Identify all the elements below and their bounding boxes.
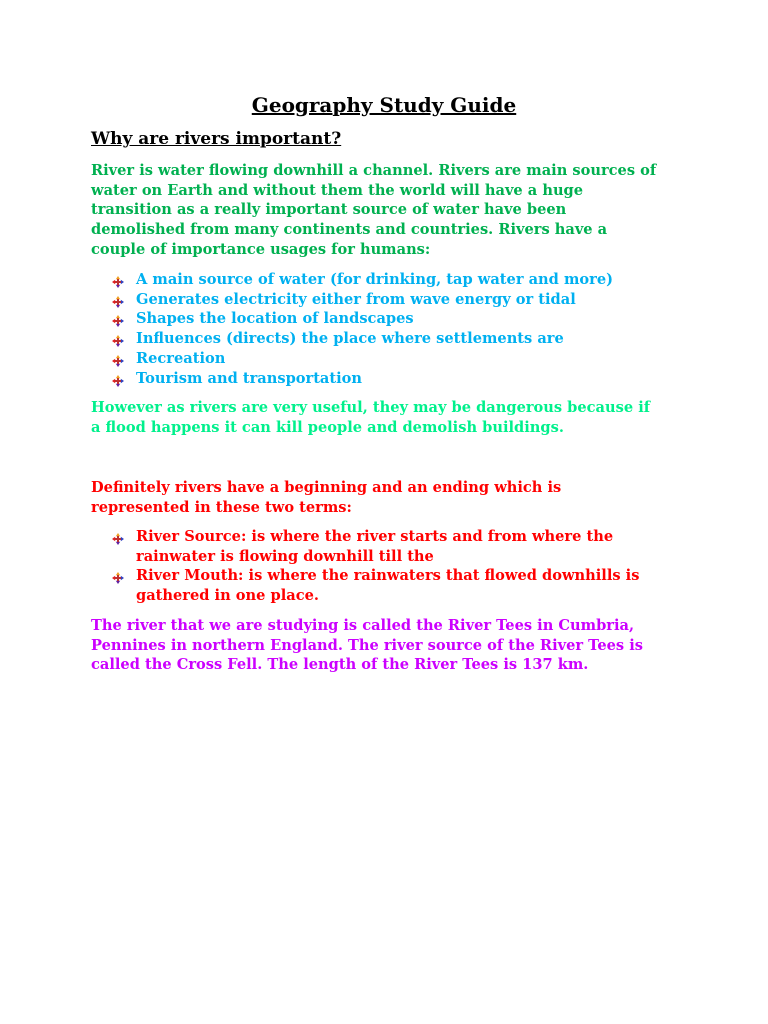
list-item: River Source: is where the river starts and from where the rainwater is flowing downhill till the — [112, 527, 692, 566]
four-arrow-bullet-icon — [112, 313, 124, 325]
four-arrow-bullet-icon — [112, 294, 124, 306]
list-item: Recreation — [112, 349, 692, 369]
terms-list — [112, 527, 692, 606]
four-arrow-bullet-icon — [112, 333, 124, 345]
terms-intro-line: Definitely rivers have a beginning and an ending which is — [91, 479, 562, 496]
study-paragraph — [91, 616, 691, 675]
list-item: Shapes the location of landscapes — [112, 309, 692, 329]
terms-intro-line: represented in these two terms: — [91, 498, 352, 516]
four-arrow-bullet-icon — [112, 373, 124, 385]
list-item: Tourism and transportation — [112, 369, 692, 389]
study-line: The river that we are studying is called the River Tees in Cumbria, — [91, 617, 635, 634]
section-heading: Why are rivers important? — [91, 129, 342, 149]
study-line: called the Cross Fell. The length of the River Tees is 137 km. — [91, 656, 589, 674]
four-arrow-bullet-icon — [112, 531, 124, 543]
danger-line: However as rivers are very useful, they may be dangerous because if — [91, 399, 651, 416]
uses-list — [112, 270, 692, 388]
intro-line: River is water flowing downhill a channel. Rivers are main sources of — [91, 162, 657, 179]
list-item: River Mouth: is where the rainwaters that flowed downhills is gathered in one place. — [112, 566, 692, 605]
terms-intro-paragraph — [91, 478, 691, 517]
danger-paragraph — [91, 398, 691, 437]
list-item: A main source of water (for drinking, tap water and more) — [112, 270, 692, 290]
list-item: Generates electricity either from wave energy or tidal — [112, 290, 692, 310]
four-arrow-bullet-icon — [112, 570, 124, 582]
intro-line: transition as a really important source of water have been — [91, 201, 567, 219]
study-line: Pennines in northern England. The river source of the River Tees is — [91, 636, 643, 654]
four-arrow-bullet-icon — [112, 274, 124, 286]
danger-line: a flood happens it can kill people and demolish buildings. — [91, 418, 564, 436]
four-arrow-bullet-icon — [112, 353, 124, 365]
list-item: Influences (directs) the place where settlements are — [112, 329, 692, 349]
intro-line: demolished from many continents and countries. Rivers have a — [91, 221, 608, 239]
intro-line: couple of importance usages for humans: — [91, 240, 431, 258]
page-title: Geography Study Guide — [251, 93, 517, 117]
intro-line: water on Earth and without them the world will have a huge — [91, 181, 584, 199]
intro-paragraph — [91, 161, 691, 260]
